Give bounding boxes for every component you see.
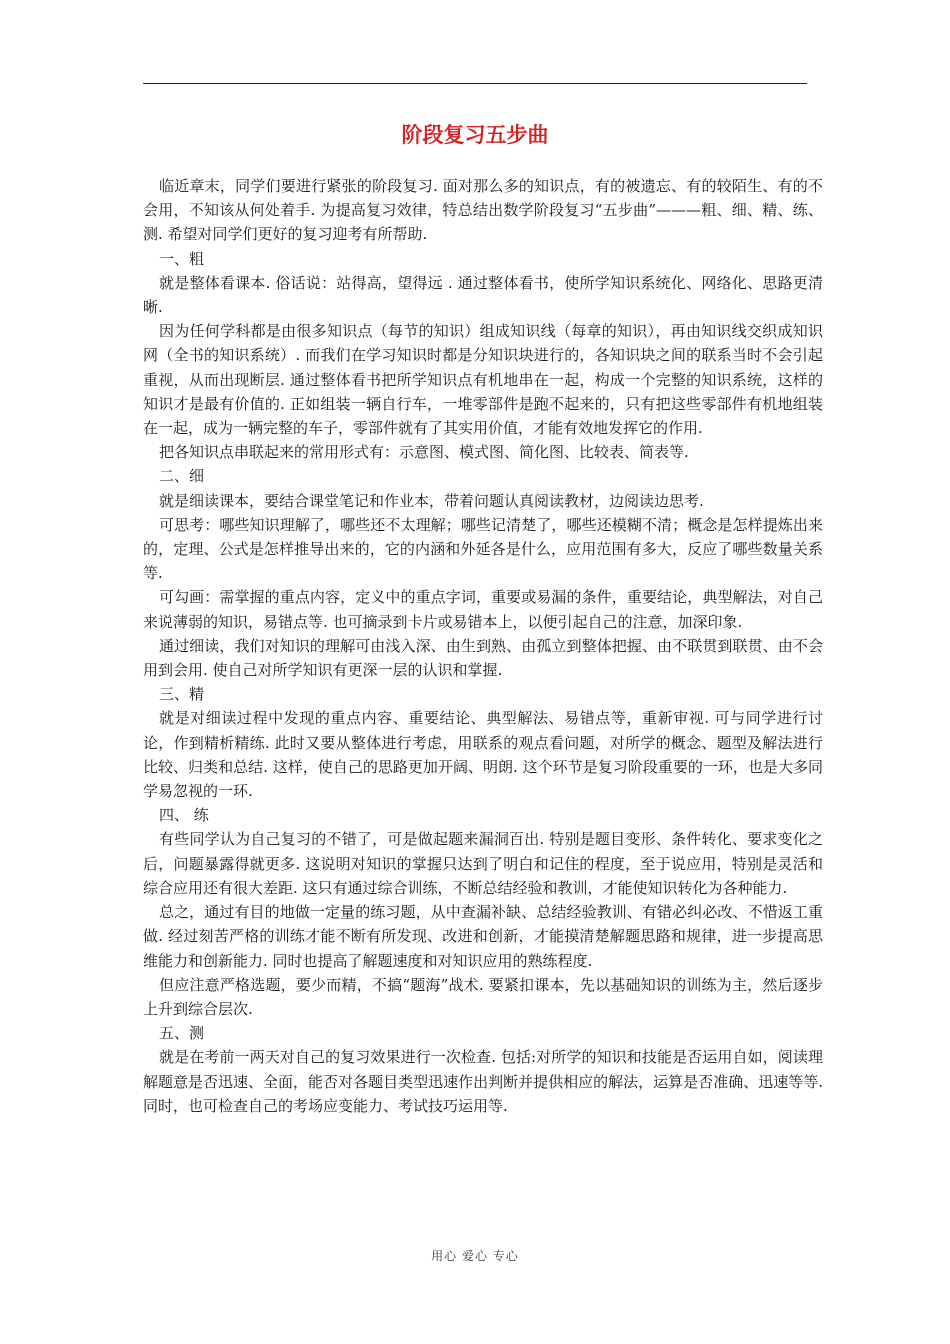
page-footer: 用心 爱心 专心 — [431, 1249, 519, 1263]
paragraph: 就是细读课本，要结合课堂笔记和作业本，带着问题认真阅读教材，边阅读边思考. — [159, 491, 704, 510]
section-heading: 三、精 — [159, 685, 205, 704]
paragraph: 通过细读，我们对知识的理解可由浅入深、由生到熟、由孤立到整体把握、由不联贯到联贯、由不会用到会用. 使自己对所学知识有更深一层的认识和掌握. — [143, 636, 823, 680]
section-heading: 二、细 — [159, 467, 205, 486]
section-heading: 四、 练 — [159, 806, 209, 825]
header-rule — [143, 83, 807, 84]
paragraph: 把各知识点串联起来的常用形式有：示意图、模式图、简化图、比较表、简表等. — [159, 443, 689, 462]
paragraph: 因为任何学科都是由很多知识点（每节的知识）组成知识线（每章的知识），再由知识线交织成知识网（全书的知识系统）. 而我们在学习知识时都是分知识块进行的，各知识块之间的联系当时不会引起重视，从而出现断层. 通过整体看书把所学知识点有机地串在一起，构成一个完整的知识系统，这样的知识才是最有价值的. 正如组装一辆自行车，一堆零部件是跑不起来的，只有把这些零部件有机地组装在一起，成为一辆完整的车子，零部件就有了其实用价值，才能有效地发挥它的作用. — [143, 322, 823, 438]
paragraph: 就是整体看课本. 俗话说：站得高，望得远 . 通过整体看书，使所学知识系统化、网络化、思路更清晰. — [143, 273, 823, 317]
paragraph: 就是对细读过程中发现的重点内容、重要结论、典型解法、易错点等，重新审视. 可与同学进行讨论，作到精析精练. 此时又要从整体进行考虑，用联系的观点看问题，对所学的概念、题型及解法进行比较、归类和总结. 这样，使自己的思路更加开阔、明朗. 这个环节是复习阶段重要的一环，也是大多同学易忽视的一环. — [143, 709, 823, 801]
paragraph: 就是在考前一两天对自己的复习效果进行一次检查. 包括:对所学的知识和技能是否运用自如，阅读理解题意是否迅速、全面，能否对各题目类型迅速作出判断并提供相应的解法，运算是否准确、迅速等等. 同时，也可检查自己的考场应变能力、考试技巧运用等. — [143, 1048, 823, 1115]
paragraph: 总之，通过有目的地做一定量的练习题，从中查漏补缺、总结经验教训、有错必纠必改、不惜返工重做. 经过刻苦严格的训练才能不断有所发现、改进和创新，才能摸清楚解题思路和规律，进一步提高思维能力和创新能力. 同时也提高了解题速度和对知识应用的熟练程度. — [143, 903, 823, 970]
paragraph: 可思考：哪些知识理解了，哪些还不太理解；哪些记清楚了，哪些还模糊不清；概念是怎样提炼出来的，定理、公式是怎样推导出来的，它的内涵和外延各是什么，应用范围有多大，反应了哪些数量关系等. — [143, 515, 823, 583]
paragraph: 有些同学认为自己复习的不错了，可是做起题来漏洞百出. 特别是题目变形、条件转化、要求变化之后，问题暴露得就更多. 这说明对知识的掌握只达到了明白和记住的程度，至于说应用，特别是灵活和综合应用还有很大差距. 这只有通过综合训练，不断总结经验和教训，才能使知识转化为各种能力. — [143, 830, 823, 897]
section-heading: 一、粗 — [159, 249, 205, 268]
section-heading: 五、测 — [159, 1024, 205, 1043]
document-body — [143, 174, 823, 1118]
paragraph: 但应注意严格选题，要少而精，不搞“题海”战术. 要紧扣课本，先以基础知识的训练为主，然后逐步上升到综合层次. — [143, 975, 823, 1018]
paragraph: 可勾画：需掌握的重点内容，定义中的重点字词，重要或易漏的条件，重要结论，典型解法，对自己来说薄弱的知识，易错点等. 也可摘录到卡片或易错本上，以便引起自己的注意，加深印象. — [143, 588, 823, 631]
page-title: 阶段复习五步曲 — [401, 122, 549, 147]
paragraph: 临近章末，同学们要进行紧张的阶段复习. 面对那么多的知识点，有的被遗忘、有的较陌生、有的不会用，不知该从何处着手. 为提高复习效律，特总结出数学阶段复习“五步曲”———粗、细、精、练、测. 希望对同学们更好的复习迎考有所帮助. — [143, 177, 823, 244]
